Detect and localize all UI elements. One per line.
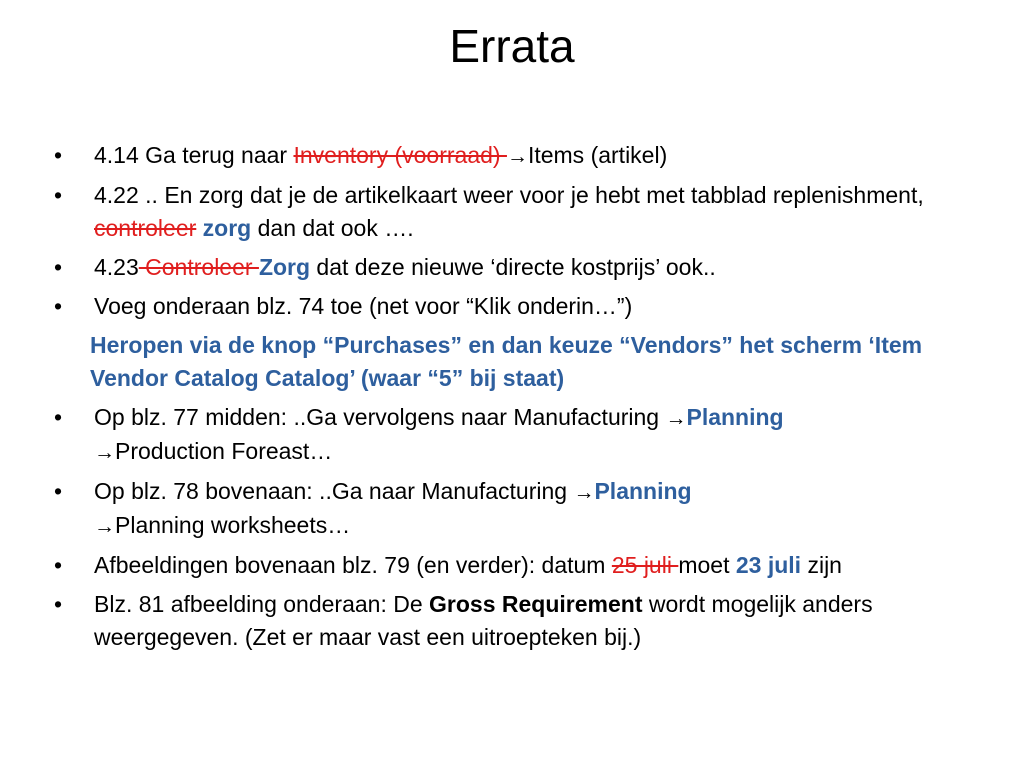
slide-title: Errata <box>449 20 575 72</box>
list-item <box>50 588 980 654</box>
arrow-icon: → <box>94 515 115 538</box>
list-item <box>50 290 980 323</box>
arrow-icon: → <box>94 441 115 464</box>
corrected-text: Zorg <box>258 254 311 280</box>
item-text: Blz. 81 afbeelding onderaan: De <box>94 591 430 617</box>
item-text: zijn <box>801 552 842 578</box>
list-item <box>50 401 980 469</box>
corrected-text: Planning <box>594 478 692 504</box>
item-text: Op blz. 78 bovenaan: ..Ga naar Manufacturing <box>94 478 574 504</box>
list-item <box>50 549 980 582</box>
bullet-icon: • <box>54 254 63 280</box>
struck-text: Controleer <box>138 254 259 280</box>
bullet-icon: • <box>54 142 63 168</box>
list-item <box>50 139 980 173</box>
item-text: Voeg onderaan blz. 74 toe (net voor “Klik onderin…”) <box>94 293 633 319</box>
corrected-text: zorg <box>202 215 252 241</box>
bullet-icon: • <box>54 552 63 578</box>
continuation-text: Heropen via de knop “Purchases” en dan keuze “Vendors” het scherm ‘Item Vendor Catalog Catalog’ (waar “5” bij staat) <box>90 332 923 391</box>
item-text: Items (artikel) <box>527 142 668 168</box>
bullet-icon: • <box>54 404 63 430</box>
arrow-icon: → <box>573 481 595 504</box>
bullet-icon: • <box>54 293 63 319</box>
arrow-icon: → <box>665 407 687 430</box>
list-item <box>50 251 980 284</box>
item-text: 4.22 .. En zorg dat je de artikelkaart weer voor je hebt met tabblad replenishment, <box>94 182 924 208</box>
struck-text: Inventory (voorraad) <box>293 142 507 168</box>
item-text: 4.23 <box>94 254 139 280</box>
item-text: wordt mogelijk anders weergegeven. (Zet er maar vast een uitroepteken bij.) <box>94 591 873 650</box>
bullet-icon: • <box>54 182 63 208</box>
corrected-text: Planning <box>686 404 784 430</box>
bullet-icon: • <box>54 591 63 617</box>
item-text: Production Foreast… <box>115 438 333 464</box>
list-item <box>50 179 980 245</box>
item-text: moet <box>678 552 736 578</box>
item-text: Op blz. 77 midden: ..Ga vervolgens naar Manufacturing <box>94 404 666 430</box>
bullet-icon: • <box>54 478 63 504</box>
emphasis-text: Gross Requirement <box>429 591 643 617</box>
struck-text: controleer <box>94 215 197 241</box>
item-text: dat deze nieuwe ‘directe kostprijs’ ook.. <box>310 254 716 280</box>
item-text: 4.14 Ga terug naar <box>94 142 294 168</box>
item-text: Planning worksheets… <box>115 512 351 538</box>
errata-list <box>50 139 980 660</box>
struck-text: 25 juli <box>611 552 679 578</box>
item-text: Afbeeldingen bovenaan blz. 79 (en verder): datum <box>94 552 612 578</box>
corrected-text: 23 juli <box>735 552 802 578</box>
list-item <box>50 475 980 543</box>
item-text: dan dat ook …. <box>251 215 414 241</box>
arrow-icon: → <box>506 145 528 168</box>
